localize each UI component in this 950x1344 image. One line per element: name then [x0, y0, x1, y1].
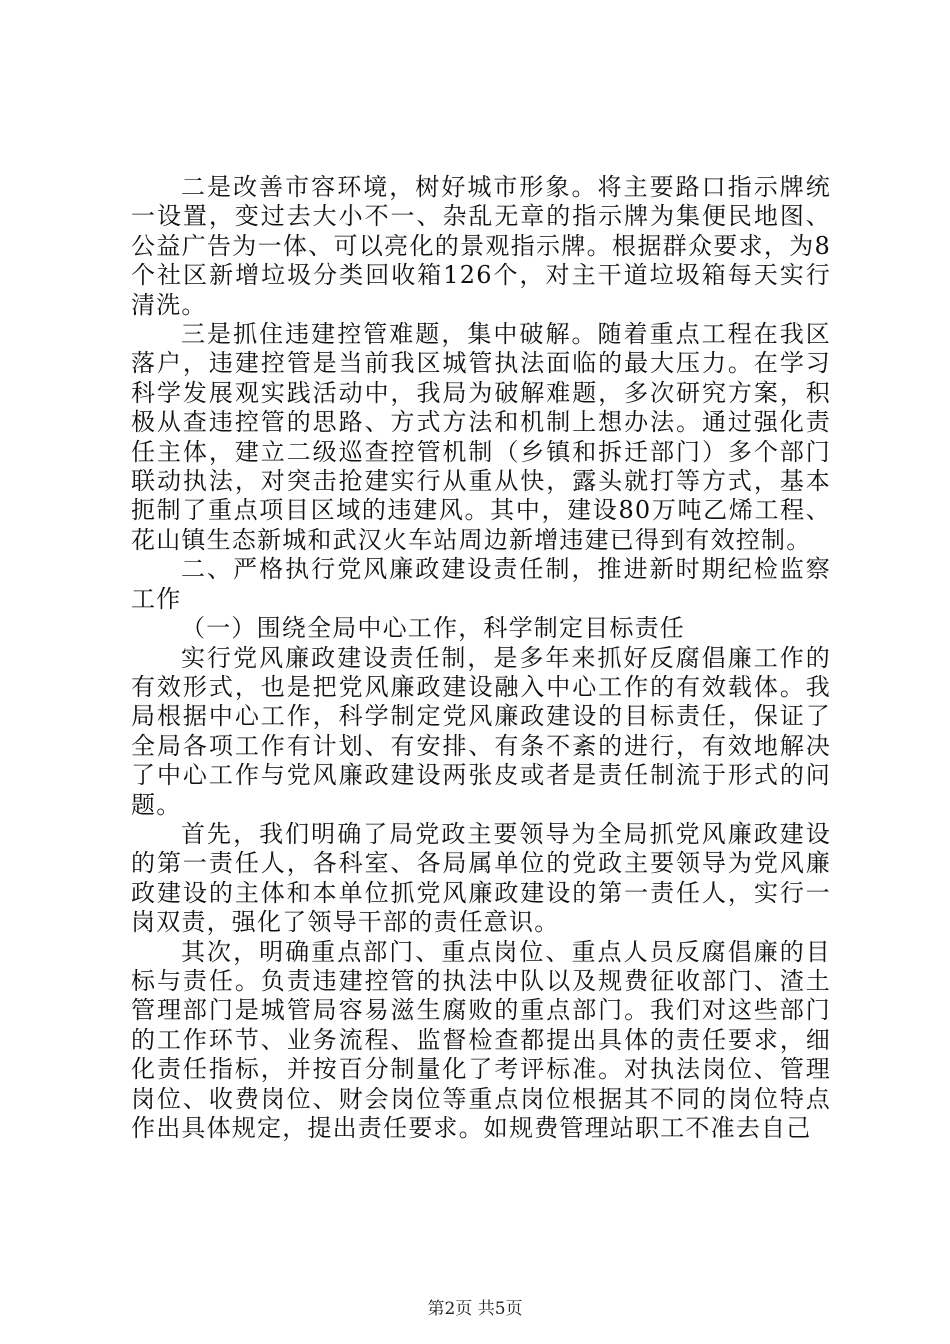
section-heading-party-conduct: 二、严格执行党风廉政建设责任制，推进新时期纪检监察工作 [131, 555, 831, 613]
paragraph-illegal-construction: 三是抓住违建控管难题，集中破解。随着重点工程在我区落户，违建控管是当前我区城管执法面临的最大压力。在学习科学发展观实践活动中，我局为破解难题，多次研究方案，积极从查违控管的思路、方式方法和机制上想办法。通过强化责任主体，建立二级巡查控管机制（乡镇和拆迁部门）多个部门联动执法，对突击抢建实行从重从快，露头就打等方式，基本扼制了重点项目区域的违建风。其中，建设80万吨乙烯工程、花山镇生态新城和武汉火车站周边新增违建已得到有效控制。 [131, 320, 831, 554]
paragraph-responsibility-system: 实行党风廉政建设责任制，是多年来抓好反腐倡廉工作的有效形式，也是把党风廉政建设融入中心工作的有效载体。我局根据中心工作，科学制定党风廉政建设的目标责任，保证了全局各项工作有计划、有安排、有条不紊的进行，有效地解决了中心工作与党风廉政建设两张皮或者是责任制流于形式的问题。 [131, 643, 831, 819]
document-body [131, 173, 831, 1143]
paragraph-key-departments: 其次，明确重点部门、重点岗位、重点人员反腐倡廉的目标与责任。负责违建控管的执法中队以及规费征收部门、渣土管理部门是城管局容易滋生腐败的重点部门。我们对这些部门的工作环节、业务流程、监督检查都提出具体的责任要求，细化责任指标，并按百分制量化了考评标准。对执法岗位、管理岗位、收费岗位、财会岗位等重点岗位根据其不同的岗位特点作出具体规定，提出责任要求。如规费管理站职工不准去自己 [131, 937, 831, 1142]
paragraph-first-responsible-person: 首先，我们明确了局党政主要领导为全局抓党风廉政建设的第一责任人，各科室、各局属单位的党政主要领导为党风廉政建设的主体和本单位抓党风廉政建设的第一责任人，实行一岗双责，强化了领导干部的责任意识。 [131, 819, 831, 937]
subsection-heading-target-responsibility: （一）围绕全局中心工作，科学制定目标责任 [181, 614, 685, 643]
paragraph-improve-city-appearance: 二是改善市容环境，树好城市形象。将主要路口指示牌统一设置，变过去大小不一、杂乱无章的指示牌为集便民地图、公益广告为一体、可以亮化的景观指示牌。根据群众要求，为8个社区新增垃圾分类回收箱126个，对主干道垃圾箱每天实行清洗。 [131, 173, 831, 319]
page-number: 第2页 共5页 [427, 1299, 523, 1319]
